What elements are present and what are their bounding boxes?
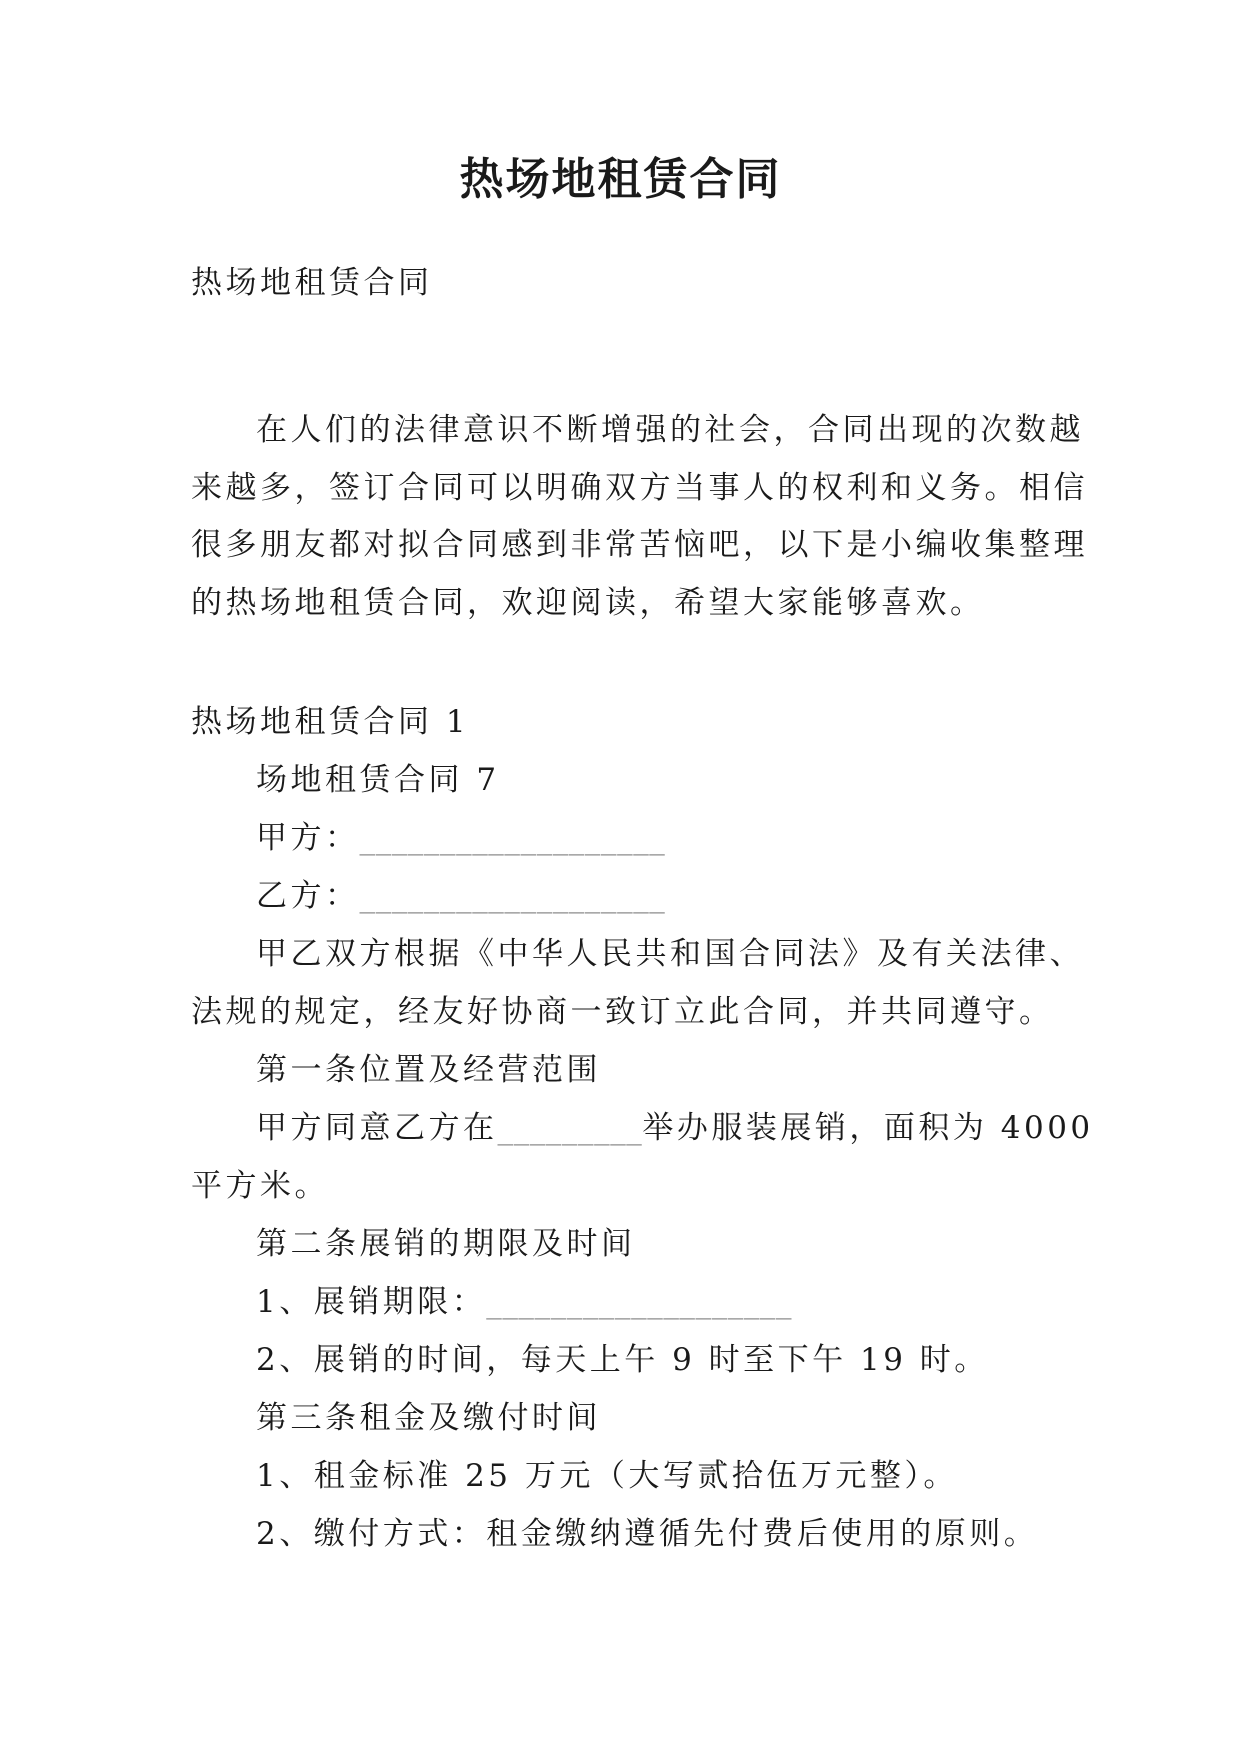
document-subtitle: 热场地租赁合同 — [191, 265, 433, 301]
article-1-text-c: 平方米。 — [191, 1168, 329, 1204]
party-a-line — [256, 818, 665, 858]
intro-line-2: 来越多，签订合同可以明确双方当事人的权利和义务。相信 — [191, 470, 1088, 506]
article-2-item-1-label: 1、展销期限： — [256, 1284, 487, 1320]
article-2-item-2: 2、展销的时间，每天上午 9 时至下午 19 时。 — [256, 1342, 989, 1378]
article-1-text — [256, 1108, 1094, 1148]
article-3-title: 第三条租金及缴付时间 — [256, 1400, 601, 1436]
article-1-title: 第一条位置及经营范围 — [256, 1052, 601, 1088]
party-a-blank: ___________________ — [359, 820, 666, 856]
article-2-item-1 — [256, 1282, 792, 1322]
intro-line-3: 很多朋友都对拟合同感到非常苦恼吧，以下是小编收集整理 — [191, 527, 1088, 563]
document-title: 热场地租赁合同 — [459, 154, 782, 205]
article-1-text-b: 举办服装展销，面积为 4000 — [642, 1110, 1094, 1146]
preamble-line-2: 法规的规定，经友好协商一致订立此合同，并共同遵守。 — [191, 994, 1054, 1030]
intro-line-1: 在人们的法律意识不断增强的社会，合同出现的次数越 — [256, 412, 1084, 448]
article-2-item-1-blank: ___________________ — [486, 1284, 793, 1320]
party-b-blank: ___________________ — [359, 878, 666, 914]
party-a-label: 甲方： — [256, 820, 360, 856]
article-3-item-2: 2、缴付方式：租金缴纳遵循先付费后使用的原则。 — [256, 1516, 1039, 1552]
party-b-label: 乙方： — [256, 878, 360, 914]
party-b-line — [256, 876, 665, 916]
preamble-line-1: 甲乙双方根据《中华人民共和国合同法》及有关法律、 — [256, 936, 1084, 972]
article-1-blank: _________ — [497, 1110, 643, 1146]
contract-name: 场地租赁合同 7 — [256, 762, 500, 798]
intro-line-4: 的热场地租赁合同，欢迎阅读，希望大家能够喜欢。 — [191, 585, 985, 621]
article-1-text-a: 甲方同意乙方在 — [256, 1110, 498, 1146]
article-3-item-1: 1、租金标准 25 万元（大写贰拾伍万元整）。 — [256, 1458, 958, 1494]
article-2-title: 第二条展销的期限及时间 — [256, 1226, 636, 1262]
section-heading: 热场地租赁合同 1 — [191, 704, 470, 740]
